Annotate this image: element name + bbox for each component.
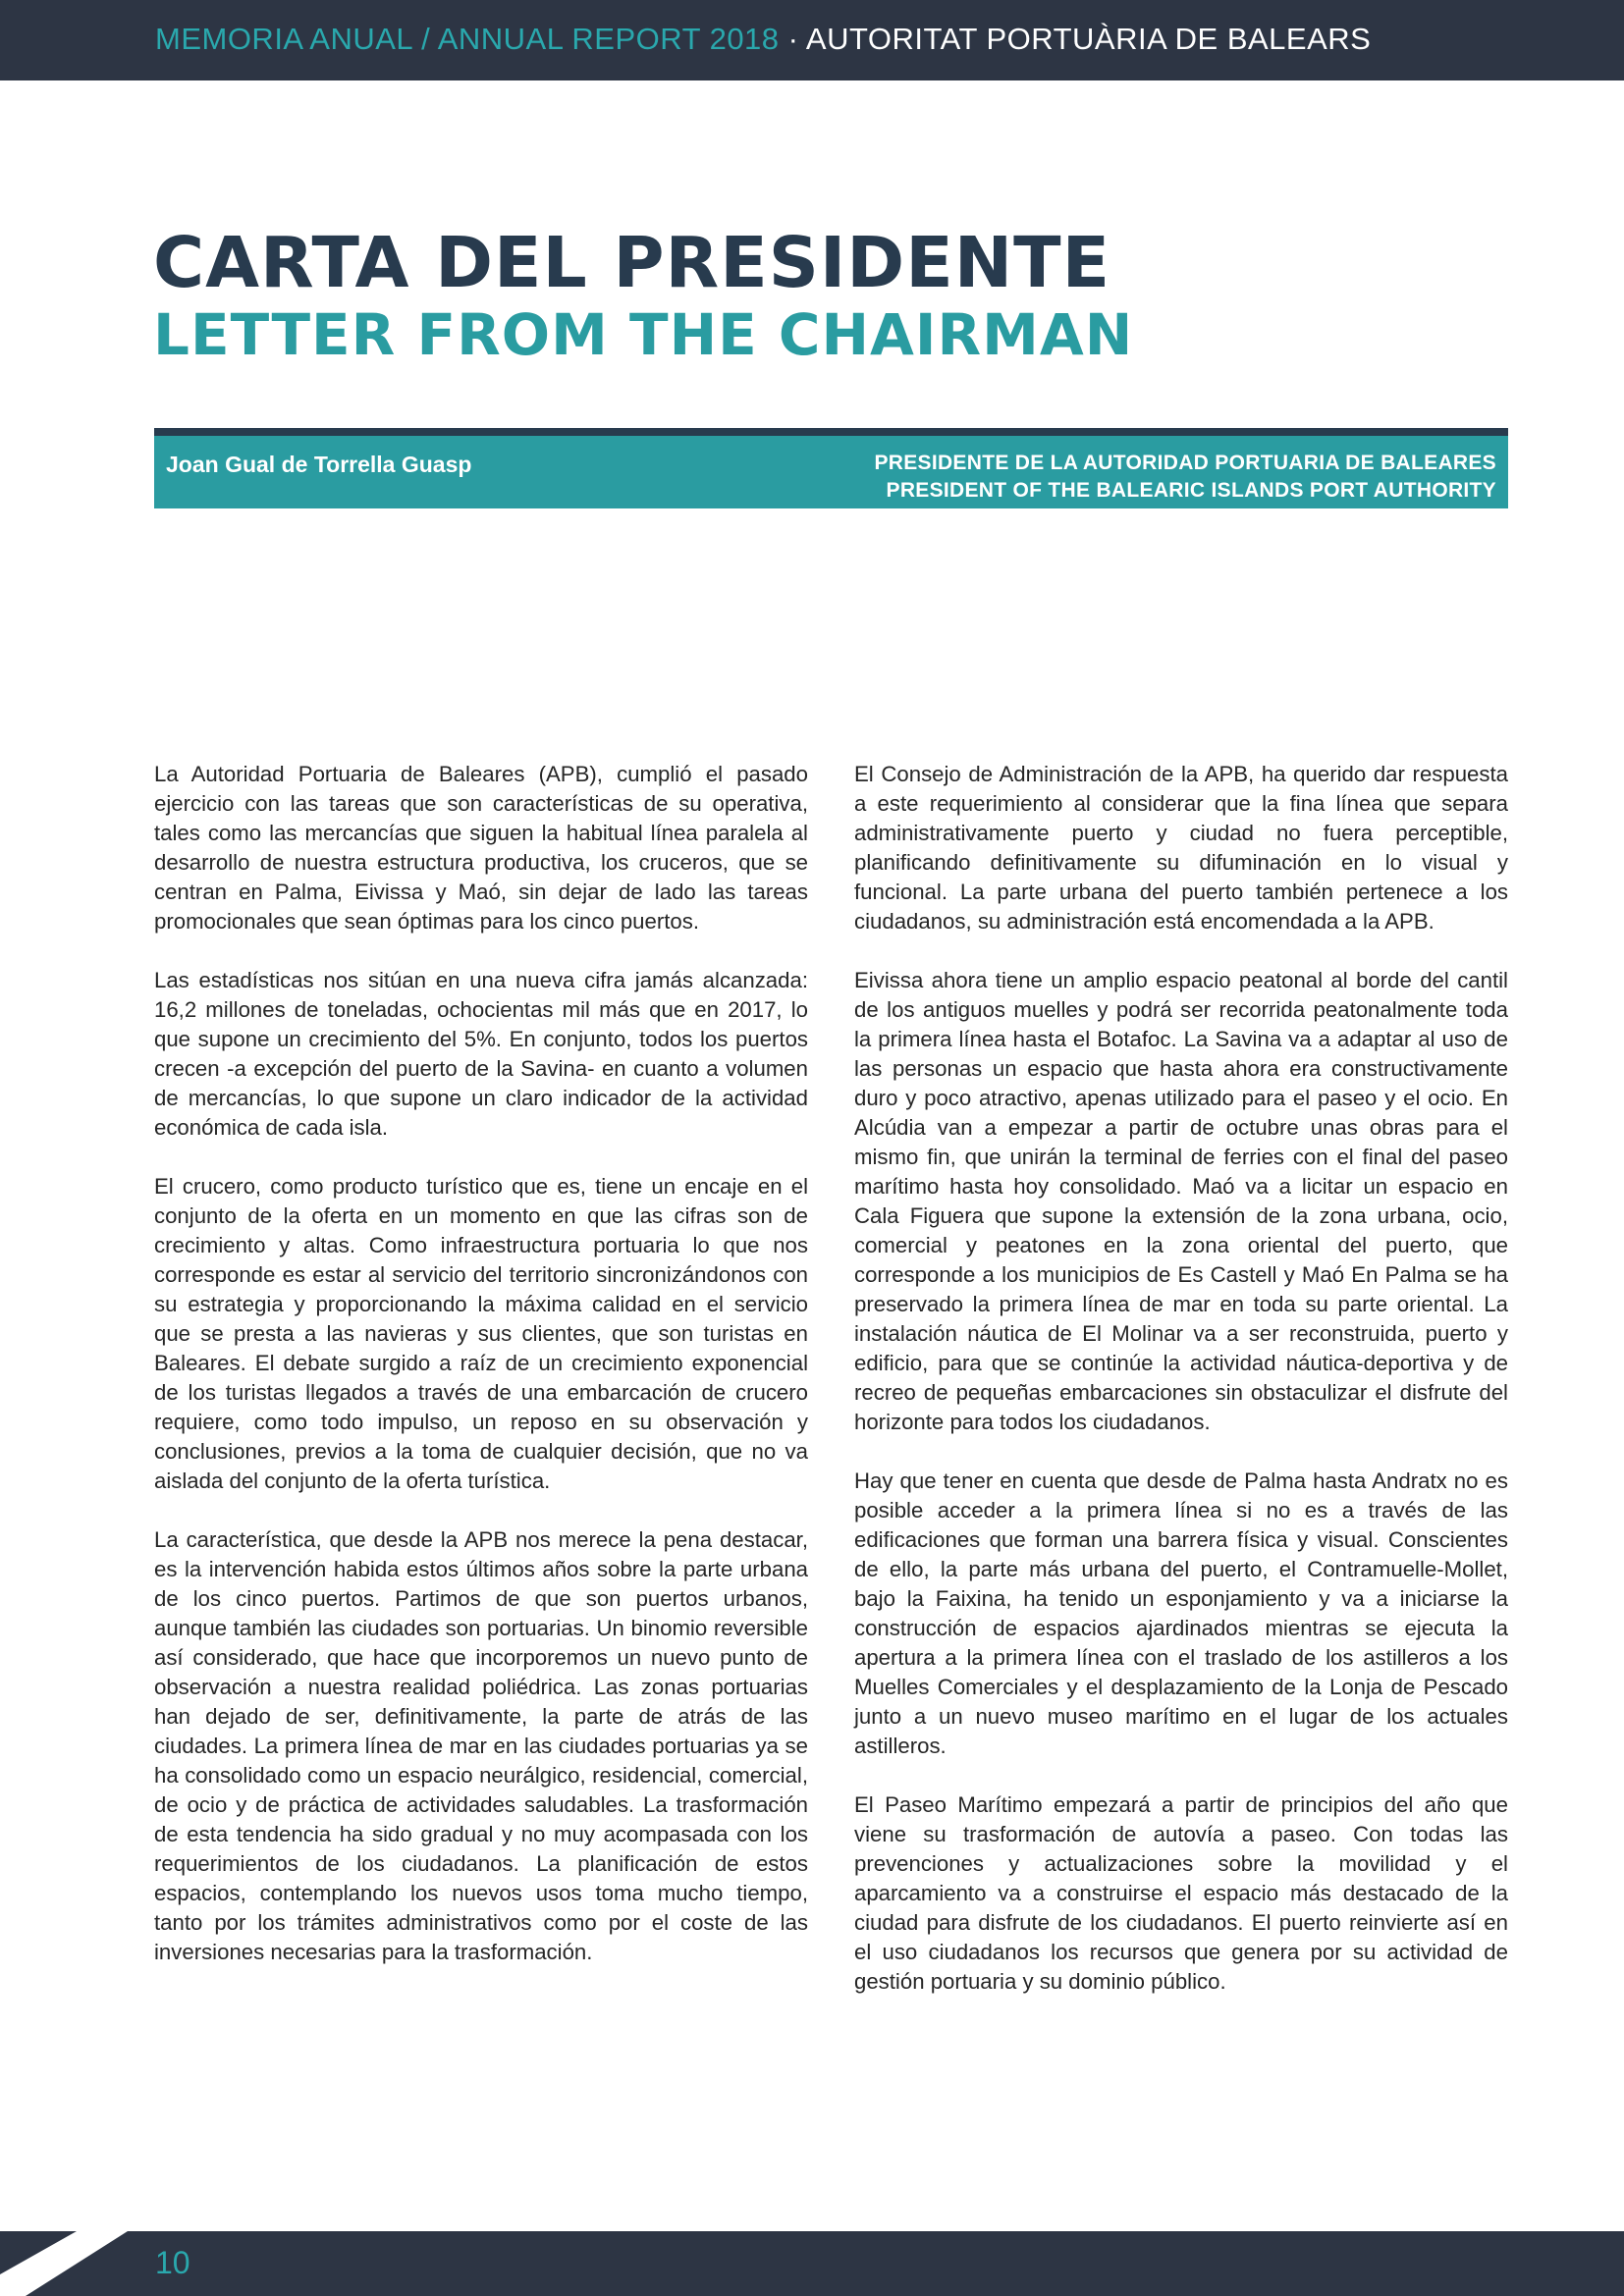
header-bar bbox=[0, 0, 1624, 80]
header-text bbox=[155, 22, 1371, 57]
footer-bar bbox=[0, 2231, 1624, 2296]
author-name: Joan Gual de Torrella Guasp bbox=[166, 452, 472, 477]
page-number: 10 bbox=[155, 2245, 190, 2280]
header-authority: AUTORITAT PORTUÀRIA DE BALEARS bbox=[805, 22, 1372, 56]
body-paragraph: Eivissa ahora tiene un amplio espacio peatonal al borde del cantil de los antiguos muelles y podrá ser recorrida peatonalmente toda la primera línea hasta el Botafoc. La Savina va a adaptar al uso de las personas un espacio que hasta ahora era constructivamente duro y poco atractivo, apenas utilizado para el paseo y el ocio. En Alcúdia van a empezar a partir de octubre unas obras para el mismo fin, que unirán la terminal de ferries con el final del paseo marítimo hasta hoy consolidado. Maó va a licitar un espacio en Cala Figuera que supone la extensión de la zona urbana, ocio, comercial y peatones en la zona oriental del puerto, que corresponde a los municipios de Es Castell y Maó En Palma se ha preservado la primera línea de mar en toda su parte oriental. La instalación náutica de El Molinar va a ser reconstruida, puerto y edificio, para que se continúe la actividad náutica-deportiva y de recreo de pequeñas embarcaciones sin obstaculizar el disfrute del horizonte para todos los ciudadanos. bbox=[854, 968, 1508, 1434]
body-paragraph: La característica, que desde la APB nos merece la pena destacar, es la intervención habida estos últimos años sobre la parte urbana de los cinco puertos. Partimos de que son puertos urbanos, aunque también las ciudades son portuarias. Un binomio reversible así considerado, que hace que incorporemos un nuevo punto de observación a nuestra realidad poliédrica. Las zonas portuarias han dejado de ser, definitivamente, la parte de atrás de las ciudades. La primera línea de mar en las ciudades portuarias ya se ha consolidado como un espacio neurálgico, residencial, comercial, de ocio y de práctica de actividades saludables. La trasformación de esta tendencia ha sido gradual y no muy acompasada con los requerimientos de los ciudadanos. La planificación de estos espacios, contemplando los nuevos usos toma mucho tiempo, tanto por los trámites administrativos como por el coste de las inversiones necesarias para la trasformación. bbox=[154, 1527, 808, 1964]
header-memoria: MEMORIA ANUAL bbox=[155, 22, 413, 56]
header-dot: · bbox=[787, 22, 799, 56]
body-paragraph: Hay que tener en cuenta que desde de Palma hasta Andratx no es posible acceder a la primera línea si no es a través de las edificaciones que forman una barrera física y visual. Conscientes de ello, la parte más urbana del puerto, el Contramuelle-Mollet, bajo la Faixina, ha tenido un esponjamiento y va a iniciarse la construcción de espacios ajardinados mientras se ejecuta la apertura a la primera línea con el traslado de los astilleros a los Muelles Comerciales y el desplazamiento de la Lonja de Pescado junto a un nuevo museo marítimo en el lugar de los actuales astilleros. bbox=[854, 1468, 1508, 1758]
body-paragraph: Las estadísticas nos sitúan en una nueva cifra jamás alcanzada: 16,2 millones de toneladas, ochocientas mil más que en 2017, lo que supone un crecimiento del 5%. En conjunto, todos los puertos crecen -a excepción del puerto de la Savina- en cuanto a volumen de mercancías, lo que supone un claro indicador de la actividad económica de cada isla. bbox=[154, 968, 808, 1140]
author-role-spanish: PRESIDENTE DE LA AUTORIDAD PORTUARIA DE BALEARES bbox=[874, 452, 1496, 474]
author-role bbox=[874, 450, 1496, 505]
body-paragraph: La Autoridad Portuaria de Baleares (APB), cumplió el pasado ejercicio con las tareas que son características de su operativa, tales como las mercancías que siguen la habitual línea paralela al desarrollo de nuestra estructura productiva, los cruceros, que se centran en Palma, Eivissa y Maó, sin dejar de lado las tareas promocionales que sean óptimas para los cinco puertos. bbox=[154, 762, 808, 934]
body-paragraph: El crucero, como producto turístico que es, tiene un encaje en el conjunto de la oferta en un momento en que las cifras son de crecimiento y altas. Como infraestructura portuaria lo que nos corresponde es estar al servicio del territorio sincronizándonos con su estrategia y proporcionando la máxima calidad en el servicio que se presta a las navieras y sus clientes, que son turistas en Baleares. El debate surgido a raíz de un crecimiento exponencial de los turistas llegados a través de una embarcación de crucero requiere, como todo impulso, un reposo en su observación y conclusiones, previos a la toma de cualquier decisión, que no va aislada del conjunto de la oferta turística. bbox=[154, 1174, 808, 1493]
author-band bbox=[154, 428, 1508, 508]
footer-stripe-decoration bbox=[0, 2231, 128, 2296]
header-annual-report: ANNUAL REPORT 2018 bbox=[437, 22, 780, 56]
author-role-english: PRESIDENT OF THE BALEARIC ISLANDS PORT AUTHORITY bbox=[886, 479, 1496, 502]
body-column-left bbox=[154, 760, 808, 1997]
body-paragraph: El Paseo Marítimo empezará a partir de principios del año que viene su trasformación de autovía a paseo. Con todas las prevenciones y actualizaciones sobre la movilidad y el aparcamiento va a construirse el espacio más destacado de la ciudad para disfrute de los ciudadanos. El puerto reinvierte así en el uso ciudadanos los recursos que genera por su actividad de gestión portuaria y su dominio público. bbox=[854, 1792, 1508, 1994]
page-subtitle: LETTER FROM THE CHAIRMAN bbox=[153, 301, 1134, 368]
body-column-right bbox=[854, 760, 1508, 2026]
body-paragraph: El Consejo de Administración de la APB, ha querido dar respuesta a este requerimiento al considerar que la fina línea que separa administrativamente puerto y ciudad no fuera perceptible, planificando definitivamente su difuminación en lo visual y funcional. La parte urbana del puerto también pertenece a los ciudadanos, su administración está encomendada a la APB. bbox=[854, 762, 1508, 934]
page-title: CARTA DEL PRESIDENTE bbox=[153, 222, 1111, 303]
header-separator: / bbox=[421, 22, 431, 56]
